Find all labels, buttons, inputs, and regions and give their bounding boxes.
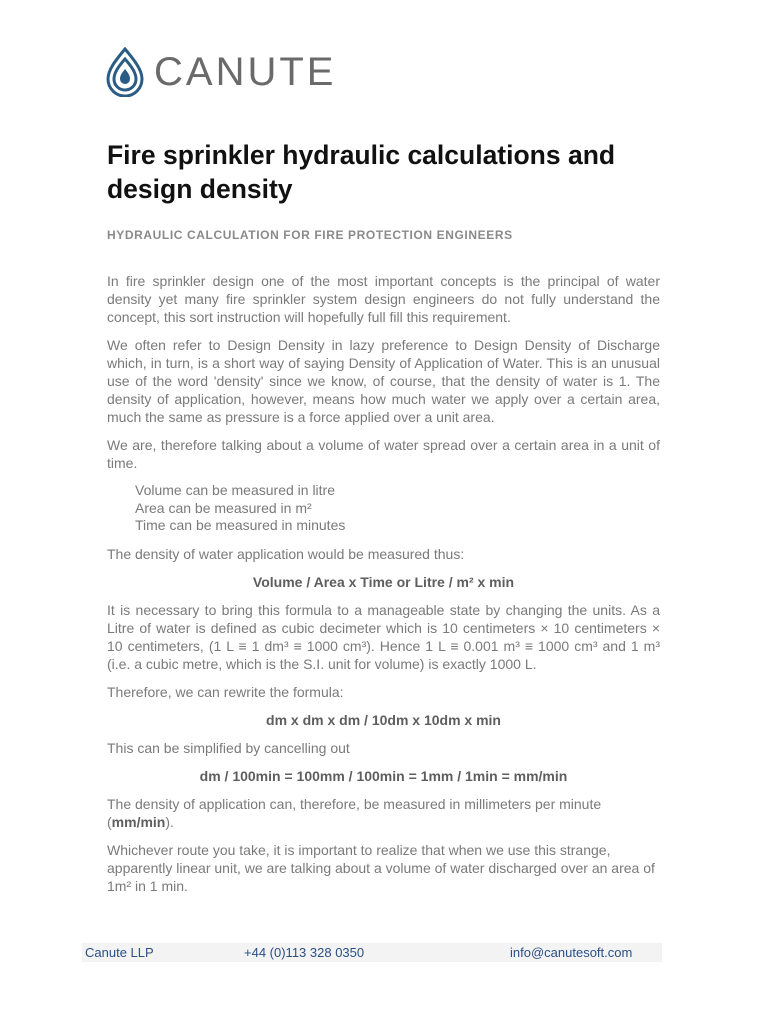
- paragraph-text: ).: [165, 813, 174, 830]
- formula: dm x dm x dm / 10dm x 10dm x min: [266, 711, 501, 728]
- document-body: [107, 272, 660, 905]
- canute-logo: [106, 46, 336, 98]
- paragraph: This can be simplified by cancelling out: [107, 739, 350, 756]
- paragraph: Whichever route you take, it is important to realize that when we use this strange, apparently linear unit, we are talking about a volume of water discharged over an area of 1m² in 1 min.: [107, 841, 655, 894]
- footer-email-link[interactable]: info@canutesoft.com: [510, 945, 633, 960]
- list-item: Time can be measured in minutes: [135, 517, 346, 533]
- footer-company: Canute LLP: [85, 945, 154, 960]
- formula: Volume / Area x Time or Litre / m² x min: [252, 573, 515, 590]
- list-item: Volume can be measured in litre: [135, 482, 335, 498]
- logo-wordmark: CANUTE: [154, 50, 337, 94]
- unit-emphasis: mm/min: [111, 813, 166, 830]
- page-footer: [82, 943, 662, 962]
- page-subtitle: HYDRAULIC CALCULATION FOR FIRE PROTECTION ENGINEERS: [107, 228, 513, 242]
- footer-phone[interactable]: +44 (0)113 328 0350: [244, 945, 365, 960]
- page-title: Fire sprinkler hydraulic calculations and design density: [107, 140, 616, 204]
- measurement-list: [135, 482, 660, 535]
- list-item: Area can be measured in m²: [135, 499, 312, 516]
- paragraph: We often refer to Design Density in lazy preference to Design Density of Discharge which, in turn, is a short way of saying Density of Application of Water. This is an unusual use of the word 'density' since we know, of course, that the density of water is 1. The density of application, however, means how much water we apply over a certain area, much the same as pressure is a force applied over a unit area.: [107, 337, 660, 425]
- paragraph: It is necessary to bring this formula to a manageable state by changing the units. As a Litre of water is defined as cubic decimeter which is 10 centimeters × 10 centimeters × 10 centimeters, (1 L ≡ 1 dm³ ≡ 1000 cm³). Hence 1 L ≡ 0.001 m³ ≡ 1000 cm³ and 1 m³ (i.e. a cubic metre, which is the S.I. unit for volume) is exactly 1000 L.: [107, 601, 660, 672]
- paragraph: We are, therefore talking about a volume of water spread over a certain area in a unit of time.: [107, 437, 660, 471]
- paragraph-text: The density of application can, therefore, be measured in millimeters per minute (: [107, 795, 602, 830]
- paragraph: In fire sprinkler design one of the most important concepts is the principal of water density yet many fire sprinkler system design engineers do not fully understand the concept, this sort instruction will hopefully full fill this requirement.: [107, 273, 660, 325]
- paragraph: [107, 795, 660, 831]
- paragraph: The density of water application would be measured thus:: [107, 545, 465, 562]
- water-drop-logo-icon: [106, 47, 144, 97]
- formula: dm / 100min = 100mm / 100min = 1mm / 1min = mm/min: [199, 767, 568, 784]
- paragraph: Therefore, we can rewrite the formula:: [107, 683, 344, 700]
